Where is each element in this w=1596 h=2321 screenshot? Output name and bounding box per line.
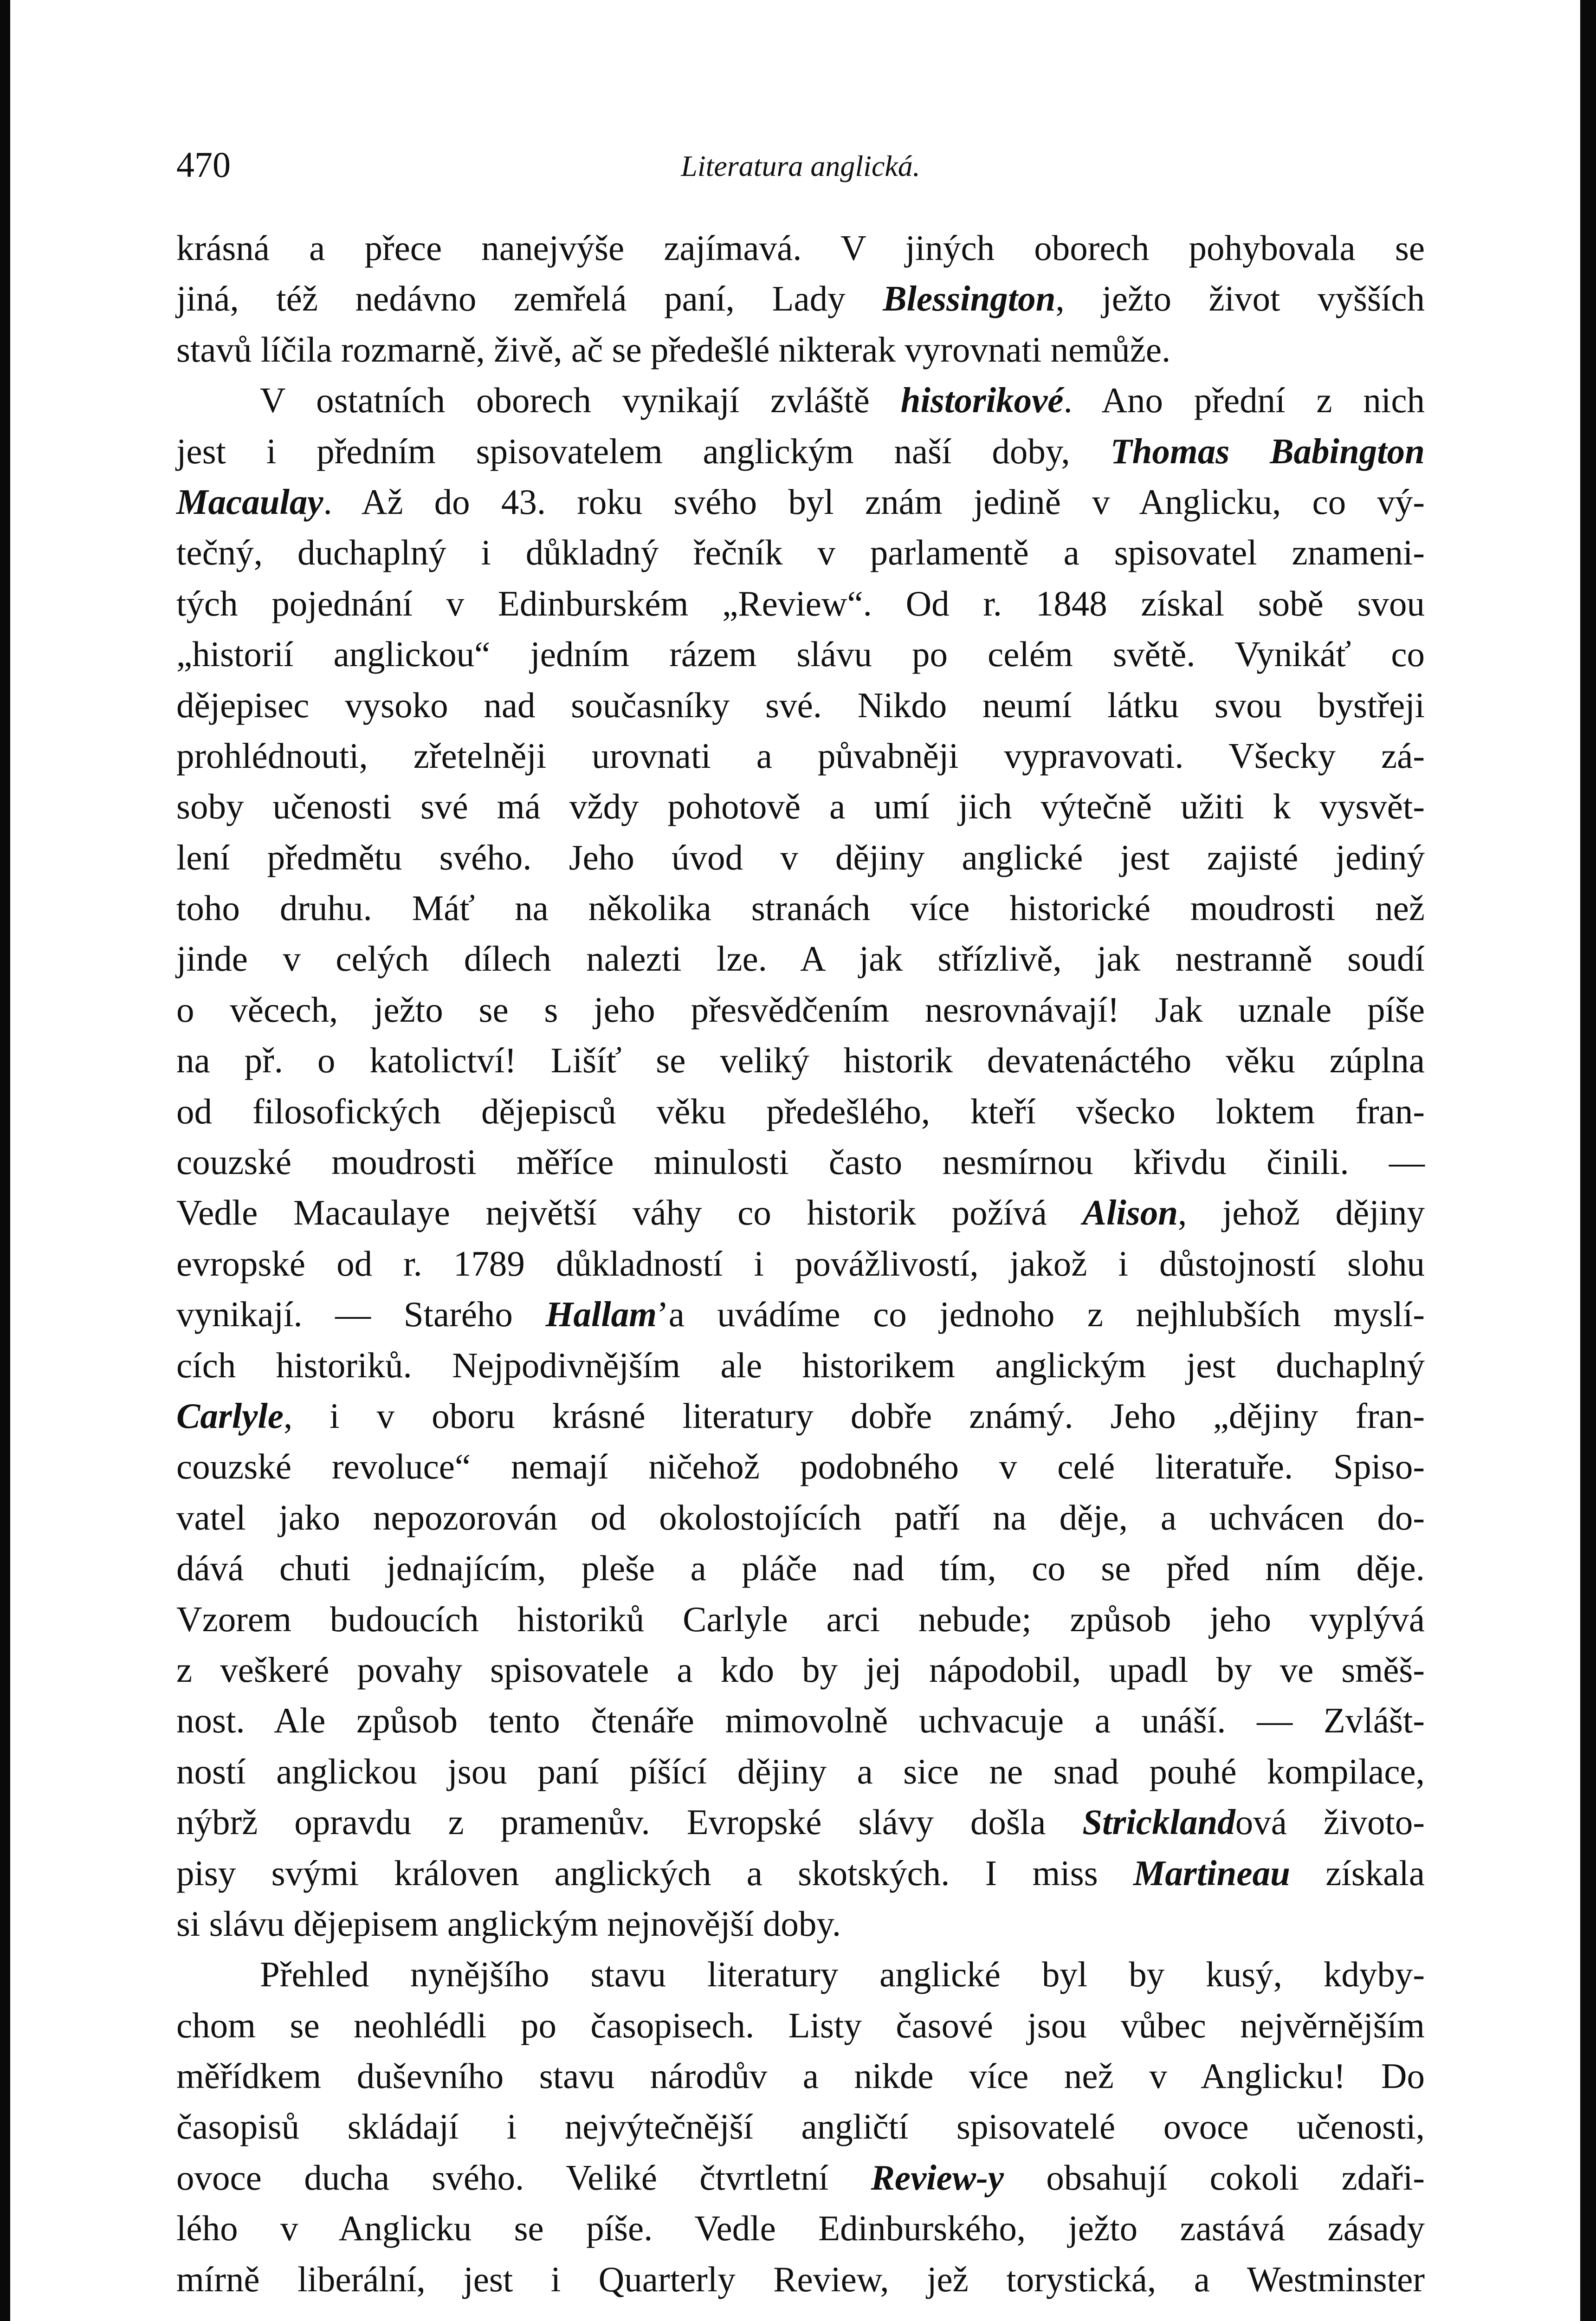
text-line: evropské od r. 1789 důkladností i povážlivostí, jakož i důstojností slohu: [176, 1243, 1425, 1284]
text-line: tých pojednání v Edinburském „Review“. Od r. 1848 získal sobě svou: [176, 583, 1425, 623]
scan-edge-left: [0, 0, 10, 2321]
text-line: Vedle Macaulaye největší váhy co historik požívá Alison, jehož dějiny: [176, 1193, 1425, 1233]
text-line: „historií anglickou“ jedním rázem slávu po celém světě. Vynikáť co: [176, 634, 1425, 674]
text-line: si slávu dějepisem anglickým nejnovější doby.: [176, 1903, 841, 1944]
text-line: časopisů skládají i nejvýtečnější angličtí spisovatelé ovoce učenosti,: [176, 2107, 1425, 2147]
text-line: tečný, duchaplný i důkladný řečník v parlamentě a spisovatel znameni-: [176, 532, 1425, 573]
emphasis-name: Hallam: [545, 1294, 657, 1335]
text-line: cích historiků. Nejpodivnějším ale historikem anglickým jest duchaplný: [176, 1345, 1425, 1385]
text-line: z veškeré povahy spisovatele a kdo by jej nápodobil, upadl by ve směš-: [176, 1649, 1425, 1690]
text-line: Carlyle, i v oboru krásné literatury dobře známý. Jeho „dějiny fran-: [176, 1395, 1425, 1436]
text-line: ností anglickou jsou paní píšící dějiny a sice ne snad pouhé kompilace,: [176, 1751, 1425, 1791]
body-text: [176, 223, 1425, 2305]
emphasis-name: Carlyle: [176, 1395, 284, 1436]
text-line: nost. Ale způsob tento čtenáře mimovolně uchvacuje a unáší. — Zvlášt-: [176, 1700, 1425, 1741]
text-line: pisy svými královen anglických a skotských. I miss Martineau získala: [176, 1853, 1425, 1893]
text-line: lého v Anglicku se píše. Vedle Edinburského, ježto zastává zásady: [176, 2208, 1425, 2249]
text-line: Vzorem budoucích historiků Carlyle arci nebude; způsob jeho vyplývá: [176, 1599, 1425, 1639]
scan-edge-right: [1580, 0, 1596, 2321]
emphasis-term: historikové: [900, 380, 1064, 421]
text-line: dává chuti jednajícím, pleše a pláče nad tím, co se před ním děje.: [176, 1548, 1425, 1588]
text-line: chom se neohlédli po časopisech. Listy časové jsou vůbec nejvěrnějším: [176, 2005, 1425, 2045]
text-line: couzské revoluce“ nemají ničehož podobného v celé literatuře. Spiso-: [176, 1446, 1425, 1487]
text-line: Macaulay. Až do 43. roku svého byl znám jedině v Anglicku, co vý-: [176, 481, 1425, 522]
text-line: couzské moudrosti měříce minulosti často nesmírnou křivdu činili. —: [176, 1142, 1425, 1182]
emphasis-name: Thomas Babington: [1110, 431, 1425, 471]
text-line: prohlédnouti, zřetelněji urovnati a půvabněji vypravovati. Všecky zá-: [176, 735, 1425, 776]
text-line: toho druhu. Máť na několika stranách více historické moudrosti než: [176, 888, 1425, 928]
text-line: o věcech, ježto se s jeho přesvědčením nesrovnávají! Jak uznale píše: [176, 989, 1425, 1030]
page-header: [176, 139, 1425, 195]
text-line: nýbrž opravdu z pramenův. Evropské slávy došla Stricklandová životo-: [176, 1802, 1425, 1842]
emphasis-name: Alison: [1082, 1193, 1178, 1233]
text-line: vynikají. — Starého Hallam’a uvádíme co jednoho z nejhlubších myslí-: [176, 1294, 1425, 1335]
text-line: mírně liberální, jest i Quarterly Review, jež torystická, a Westminster: [176, 2259, 1425, 2299]
text-line: na př. o katolictví! Lišíť se veliký historik devatenáctého věku zúplna: [176, 1040, 1425, 1081]
running-title: Literatura anglická.: [681, 149, 920, 182]
text-line: jinde v celých dílech nalezti lze. A jak střízlivě, jak nestranně soudí: [176, 939, 1425, 979]
text-line: soby učenosti své má vždy pohotově a umí jich výtečně užiti k vysvět-: [176, 786, 1425, 827]
emphasis-name: Martineau: [1133, 1853, 1290, 1893]
text-line: vatel jako nepozorován od okolostojících patří na děje, a uchvácen do-: [176, 1497, 1425, 1537]
text-line: ovoce ducha svého. Veliké čtvrtletní Review-y obsahují cokoli zdaři-: [176, 2157, 1425, 2198]
text-line: od filosofických dějepisců věku předešlého, kteří všecko loktem fran-: [176, 1091, 1425, 1131]
emphasis-name: Blessington: [883, 279, 1056, 319]
text-line: jest i předním spisovatelem anglickým naší doby, Thomas Babington: [176, 431, 1425, 471]
text-line: krásná a přece nanejvýše zajímavá. V jiných oborech pohybovala se: [176, 228, 1425, 268]
emphasis-name: Review-y: [871, 2157, 1004, 2198]
text-line: jiná, též nedávno zemřelá paní, Lady Blessington, ježto život vyšších: [176, 279, 1425, 319]
text-line: lení předmětu svého. Jeho úvod v dějiny anglické jest zajisté jediný: [176, 837, 1425, 877]
paragraph-start-line: V ostatních oborech vynikají zvláště historikové. Ano přední z nich: [260, 380, 1425, 421]
text-line: měřídkem duševního stavu národův a nikde více než v Anglicku! Do: [176, 2056, 1425, 2096]
emphasis-name: Macaulay: [176, 481, 323, 522]
text-line: dějepisec vysoko nad současníky své. Nikdo neumí látku svou bystřeji: [176, 685, 1425, 725]
emphasis-name: Strickland: [1082, 1802, 1235, 1842]
paragraph-start-line: Přehled nynějšího stavu literatury anglické byl by kusý, kdyby-: [260, 1954, 1425, 1995]
page-number: 470: [176, 144, 231, 185]
text-line: stavů líčila rozmarně, živě, ač se předešlé nikterak vyrovnati nemůže.: [176, 329, 1171, 370]
